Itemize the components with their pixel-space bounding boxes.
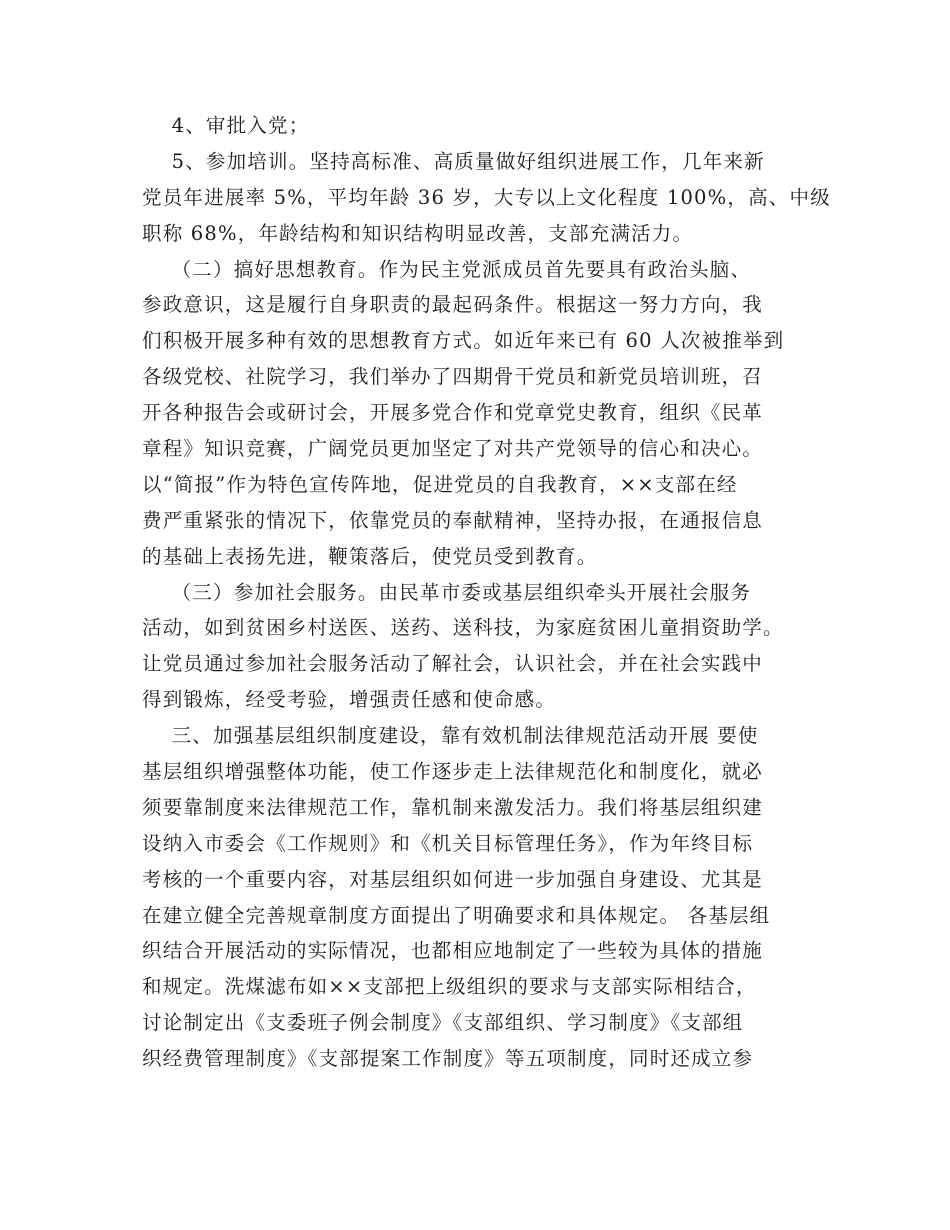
- text-line: 开各种报告会或研讨会，开展多党合作和党章党史教育，组织《民革: [142, 401, 764, 425]
- text-line: 织经费管理制度》《支部提案工作制度》等五项制度，同时还成立参: [142, 1047, 754, 1071]
- text-line: （三）参加社会服务。由民革市委或基层组织牵头开展社会服务: [142, 580, 752, 604]
- document-body: [142, 108, 831, 1077]
- text-line: 和规定。洗煤滤布如××支部把上级组织的要求与支部实际相结合，: [142, 975, 757, 999]
- text-line: 设纳入市委会《工作规则》和《机关目标管理任务》，作为年终目标: [142, 831, 754, 855]
- text-line: 讨论制定出《支委班子例会制度》《支部组织、学习制度》《支部组: [142, 1011, 744, 1035]
- text-line: 在建立健全完善规章制度方面提出了明确要求和具体规定。 各基层组: [142, 903, 771, 927]
- text-line: 4、审批入党；: [142, 114, 310, 137]
- text-line: 职称 68%，年龄结构和知识结构明显改善，支部充满活力。: [142, 221, 694, 245]
- text-line: 须要靠制度来法律规范工作，靠机制来激发活力。我们将基层组织建: [142, 795, 764, 819]
- text-line: 基层组织增强整体功能，使工作逐步走上法律规范化和制度化，就必: [142, 760, 764, 784]
- text-line: 织结合开展活动的实际情况，也都相应地制定了一些较为具体的措施: [142, 939, 764, 963]
- text-line: （二）搞好思想教育。作为民主党派成员首先要具有政治头脑、: [142, 257, 752, 281]
- text-line: 党员年进展率 5%，平均年龄 36 岁，大专以上文化程度 100%，高、中级: [142, 185, 831, 209]
- text-line: 得到锻炼，经受考验，增强责任感和使命感。: [142, 688, 557, 712]
- text-line: 章程》知识竞赛，广阔党员更加坚定了对共产党领导的信心和决心。: [142, 437, 764, 461]
- text-line: 各级党校、社院学习，我们举办了四期骨干党员和新党员培训班，召: [142, 365, 764, 389]
- text-line: 考核的一个重要内容，对基层组织如何进一步加强自身建设、尤其是: [142, 867, 764, 891]
- text-line: 以“简报”作为特色宣传阵地，促进党员的自我教育，××支部在经: [142, 472, 738, 496]
- text-line: 的基础上表扬先进，鞭策落后，使党员受到教育。: [142, 544, 598, 568]
- text-line: 让党员通过参加社会服务活动了解社会，认识社会，并在社会实践中: [142, 652, 764, 676]
- text-line: 们积极开展多种有效的思想教育方式。如近年来已有 60 人次被推举到: [142, 329, 785, 353]
- text-line: 三、加强基层组织制度建设，靠有效机制法律规范活动开展 要使: [142, 724, 759, 748]
- text-line: 费严重紧张的情况下，依靠党员的奉献精神，坚持办报，在通报信息: [142, 508, 764, 532]
- text-line: 活动，如到贫困乡村送医、送药、送科技，为家庭贫困儿童捐资助学。: [142, 616, 784, 640]
- text-line: 5、参加培训。坚持高标准、高质量做好组织进展工作，几年来新: [142, 149, 765, 173]
- text-line: 参政意识，这是履行自身职责的最起码条件。根据这一努力方向，我: [142, 293, 764, 317]
